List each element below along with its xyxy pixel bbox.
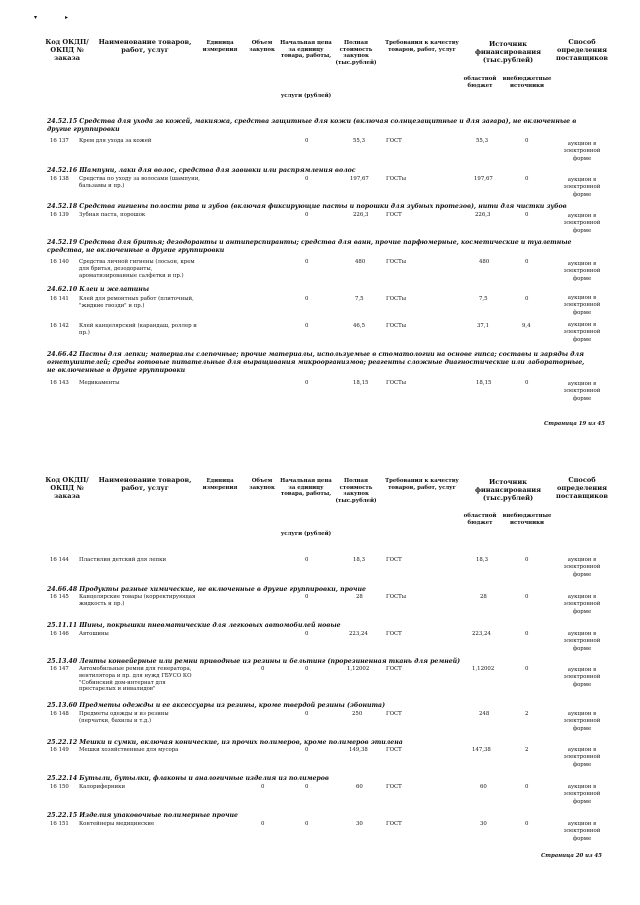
procurement-method: аукцион в электронной форме <box>563 557 601 578</box>
volume: 0 <box>305 323 309 329</box>
regional-budget: 37,1 <box>477 323 490 329</box>
order-code: 16 145 <box>50 594 69 600</box>
okpd-section: 24.52.19 Средства для бритья; дезодоранты и антиперспиранты; средства для ванн, прочие парфюмерные, косметические и туалетные средства, не включенные в другие группировки <box>47 239 572 254</box>
requirements: ГОСТ <box>386 138 402 144</box>
regional-budget: 55,3 <box>476 138 489 144</box>
header-requirements: Требования к качеству товаров, работ, услуг <box>385 478 459 491</box>
procurement-method: аукцион в электронной форме <box>563 821 601 842</box>
order-code: 16 151 <box>50 821 69 827</box>
item-name: Пластилин детский для лепки <box>79 557 167 563</box>
procurement-method: аукцион в электронной форме <box>563 784 601 805</box>
header-full-cost: Полная стоимость закупок (тыс.рублей) <box>335 478 377 504</box>
header-code: Код ОКДП/ ОКПД № заказа <box>45 38 89 62</box>
header-method: Способ определения поставщиков <box>556 476 608 500</box>
procurement-method: аукцион в электронной форме <box>563 213 601 234</box>
extra-sources: 2 <box>525 747 529 753</box>
full-cost: 1,12002 <box>347 666 370 672</box>
extra-sources: 0 <box>525 176 529 182</box>
procurement-method: аукцион в электронной форме <box>563 177 601 198</box>
volume: 0 <box>305 212 309 218</box>
header-name: Наименование товаров, работ, услуг <box>98 38 192 54</box>
requirements: ГОСТы <box>386 259 406 265</box>
unit: 0 <box>261 784 265 790</box>
header-unit: Единица измерения <box>202 478 238 491</box>
order-code: 16 140 <box>50 259 69 265</box>
header-volume: Объем закупок <box>249 40 275 53</box>
volume: 0 <box>305 380 309 386</box>
requirements: ГОСТ <box>386 631 402 637</box>
item-name: Клей канцелярский (карандаш, роллер и пр.) <box>79 323 197 336</box>
okpd-section: 24.52.15 Средства для ухода за кожей, макияжа, средства защитные для кожи (включая солнцезащитные и для загара), не включенные в другие группировки <box>47 118 577 133</box>
header-full-cost: Полная стоимость закупок (тыс.рублей) <box>335 40 377 66</box>
regional-budget: 7,5 <box>479 296 488 302</box>
item-name: Крем для ухода за кожей <box>79 138 152 144</box>
order-code: 16 146 <box>50 631 69 637</box>
extra-sources: 0 <box>525 557 529 563</box>
header-name: Наименование товаров, работ, услуг <box>98 476 192 492</box>
volume: 0 <box>305 711 309 717</box>
order-code: 16 138 <box>50 176 69 182</box>
full-cost: 223,24 <box>349 631 368 637</box>
volume: 0 <box>305 259 309 265</box>
volume: 0 <box>305 296 309 302</box>
requirements: ГОСТы <box>386 176 406 182</box>
extra-sources: 2 <box>525 711 529 717</box>
order-code: 16 142 <box>50 323 69 329</box>
full-cost: 18,15 <box>353 380 369 386</box>
full-cost: 149,38 <box>349 747 368 753</box>
requirements: ГОСТы <box>386 323 406 329</box>
full-cost: 28 <box>356 594 363 600</box>
procurement-method: аукцион в электронной форме <box>563 631 601 652</box>
okpd-section: 25.22.15 Изделия упаковочные полимерные прочие <box>47 812 238 819</box>
full-cost: 197,67 <box>350 176 369 182</box>
full-cost: 55,3 <box>353 138 366 144</box>
regional-budget: 248 <box>479 711 490 717</box>
unit: 0 <box>261 821 265 827</box>
header-code: Код ОКДП/ ОКПД № заказа <box>45 476 89 500</box>
header-method: Способ определения поставщиков <box>556 38 608 62</box>
full-cost: 60 <box>356 784 363 790</box>
requirements: ГОСТы <box>386 380 406 386</box>
procurement-method: аукцион в электронной форме <box>563 711 601 732</box>
extra-sources: 0 <box>525 380 529 386</box>
header-extra: внебюджетные источники <box>502 76 552 89</box>
procurement-method: аукцион в электронной форме <box>563 295 601 316</box>
scan-mark: ▾ <box>34 14 38 21</box>
item-name: Калориферники <box>79 784 126 790</box>
requirements: ГОСТы <box>386 594 406 600</box>
okpd-section: 25.11.11 Шины, покрышки пневматические для легковых автомобилей новые <box>47 622 341 629</box>
volume: 0 <box>305 666 309 672</box>
okpd-section: 25.13.40 Ленты конвейерные или ремни приводные из резины и бельтинг (прорезиненная ткань для ремней) <box>47 658 461 665</box>
item-name: Зубная паста, порошок <box>79 212 146 218</box>
item-name: Клей для ремонтных работ (плиточный, "жидкие гвозди" и пр.) <box>79 296 194 309</box>
unit: 0 <box>261 666 265 672</box>
requirements: ГОСТы <box>386 296 406 302</box>
requirements: ГОСТ <box>386 711 402 717</box>
full-cost: 46,5 <box>353 323 366 329</box>
item-name: Средства по уходу за волосами (шампуни, бальзамы и пр.) <box>79 176 200 189</box>
extra-sources: 0 <box>525 631 529 637</box>
header-init-price: Начальная цена за единицу товара, работы, <box>280 478 332 497</box>
extra-sources: 0 <box>525 138 529 144</box>
volume: 0 <box>305 138 309 144</box>
item-name: Предметы одежды и из резины (перчатки, бахилы и т.д.) <box>79 711 169 724</box>
procurement-method: аукцион в электронной форме <box>563 667 601 688</box>
requirements: ГОСТ <box>386 784 402 790</box>
okpd-section: 24.62.10 Клеи и желатины <box>47 286 150 293</box>
requirements: ГОСТ <box>386 666 402 672</box>
header-source: Источник финансирования (тыс.рублей) <box>474 478 542 502</box>
header-regional: областной бюджет <box>463 76 497 89</box>
extra-sources: 0 <box>525 212 529 218</box>
item-name: Мешки хозяйственные для мусора <box>79 747 179 753</box>
extra-sources: 0 <box>525 259 529 265</box>
procurement-method: аукцион в электронной форме <box>563 381 601 402</box>
page-number: Страница 19 из 45 <box>544 421 605 427</box>
item-name: Контейнеры медицинские <box>79 821 155 827</box>
volume: 0 <box>305 594 309 600</box>
scan-mark: ▸ <box>65 14 69 21</box>
regional-budget: 223,24 <box>472 631 491 637</box>
order-code: 16 147 <box>50 666 69 672</box>
header-init-price-tail: услуги (рублей) <box>280 93 332 99</box>
header-init-price-tail: услуги (рублей) <box>280 531 332 537</box>
extra-sources: 0 <box>525 784 529 790</box>
order-code: 16 148 <box>50 711 69 717</box>
okpd-section: 25.13.60 Предметы одежды и ее аксессуары из резины, кроме твердой резины (эбонита) <box>47 702 385 709</box>
requirements: ГОСТ <box>386 747 402 753</box>
volume: 0 <box>305 176 309 182</box>
procurement-method: аукцион в электронной форме <box>563 322 601 343</box>
order-code: 16 149 <box>50 747 69 753</box>
item-name: Средства личной гигиены (лосьон, крем для бритья, дезодоранты, ароматизированные салфетки и пр.) <box>79 259 195 279</box>
okpd-section: 24.52.18 Средства гигиены полости рта и зубов (включая фиксирующие пасты и порошки для зубных протезов), нити для чистки зубов <box>47 203 567 210</box>
regional-budget: 197,67 <box>474 176 493 182</box>
item-name: Автомобильные ремни для генератора, вентилятора и пр. для нужд ГБУСО КО "Собинский дом-интернат для престарелых и инвалидов" <box>79 666 192 693</box>
volume: 0 <box>305 747 309 753</box>
regional-budget: 60 <box>480 784 487 790</box>
procurement-method: аукцион в электронной форме <box>563 747 601 768</box>
extra-sources: 0 <box>525 821 529 827</box>
extra-sources: 9,4 <box>522 323 531 329</box>
order-code: 16 137 <box>50 138 69 144</box>
okpd-section: 24.66.48 Продукты разные химические, не включенные в другие группировки, прочие <box>47 586 366 593</box>
okpd-section: 25.22.14 Бутыли, бутылки, флаконы и аналогичные изделия из полимеров <box>47 775 329 782</box>
order-code: 16 143 <box>50 380 69 386</box>
requirements: ГОСТ <box>386 212 402 218</box>
header-source: Источник финансирования (тыс.рублей) <box>474 40 542 64</box>
procurement-method: аукцион в электронной форме <box>563 261 601 282</box>
full-cost: 18,3 <box>353 557 366 563</box>
regional-budget: 1,12002 <box>472 666 495 672</box>
requirements: ГОСТ <box>386 557 402 563</box>
regional-budget: 480 <box>479 259 490 265</box>
order-code: 16 150 <box>50 784 69 790</box>
extra-sources: 0 <box>525 666 529 672</box>
header-init-price: Начальная цена за единицу товара, работы, <box>280 40 332 59</box>
volume: 0 <box>305 631 309 637</box>
item-name: Канцелярские товары (корректирующая жидкость и пр.) <box>79 594 196 607</box>
header-regional: областной бюджет <box>463 513 497 526</box>
procurement-method: аукцион в электронной форме <box>563 141 601 162</box>
extra-sources: 0 <box>525 296 529 302</box>
volume: 0 <box>305 557 309 563</box>
header-extra: внебюджетные источники <box>502 513 552 526</box>
order-code: 16 141 <box>50 296 69 302</box>
regional-budget: 30 <box>480 821 487 827</box>
header-unit: Единица измерения <box>202 40 238 53</box>
header-volume: Объем закупок <box>249 478 275 491</box>
full-cost: 7,5 <box>355 296 364 302</box>
okpd-section: 24.52.16 Шампуни, лаки для волос, средства для завивки или распрямления волос <box>47 167 356 174</box>
page-number: Страница 20 из 45 <box>541 853 602 859</box>
procurement-method: аукцион в электронной форме <box>563 594 601 615</box>
order-code: 16 139 <box>50 212 69 218</box>
order-code: 16 144 <box>50 557 69 563</box>
okpd-section: 24.66.42 Пасты для лепки; материалы слепочные; прочие материалы, используемые в стоматологии на основе гипса; составы и заряды для огнетушителей; среды готовые питательные для выращивания микроорганизмов; реагенты сложные диагностические или лабораторные, не включенные в другие группировки <box>47 351 585 374</box>
full-cost: 226,3 <box>353 212 369 218</box>
full-cost: 480 <box>355 259 366 265</box>
regional-budget: 18,15 <box>476 380 492 386</box>
extra-sources: 0 <box>525 594 529 600</box>
regional-budget: 28 <box>480 594 487 600</box>
item-name: Медикаменты <box>79 380 120 386</box>
volume: 0 <box>305 821 309 827</box>
full-cost: 30 <box>356 821 363 827</box>
okpd-section: 25.22.12 Мешки и сумки, включая конические, из прочих полимеров, кроме полимеров этилена <box>47 739 403 746</box>
regional-budget: 147,38 <box>472 747 491 753</box>
full-cost: 250 <box>352 711 363 717</box>
regional-budget: 18,3 <box>476 557 489 563</box>
item-name: Автошины <box>79 631 109 637</box>
requirements: ГОСТ <box>386 821 402 827</box>
regional-budget: 226,3 <box>475 212 491 218</box>
volume: 0 <box>305 784 309 790</box>
header-requirements: Требования к качеству товаров, работ, услуг <box>385 40 459 53</box>
